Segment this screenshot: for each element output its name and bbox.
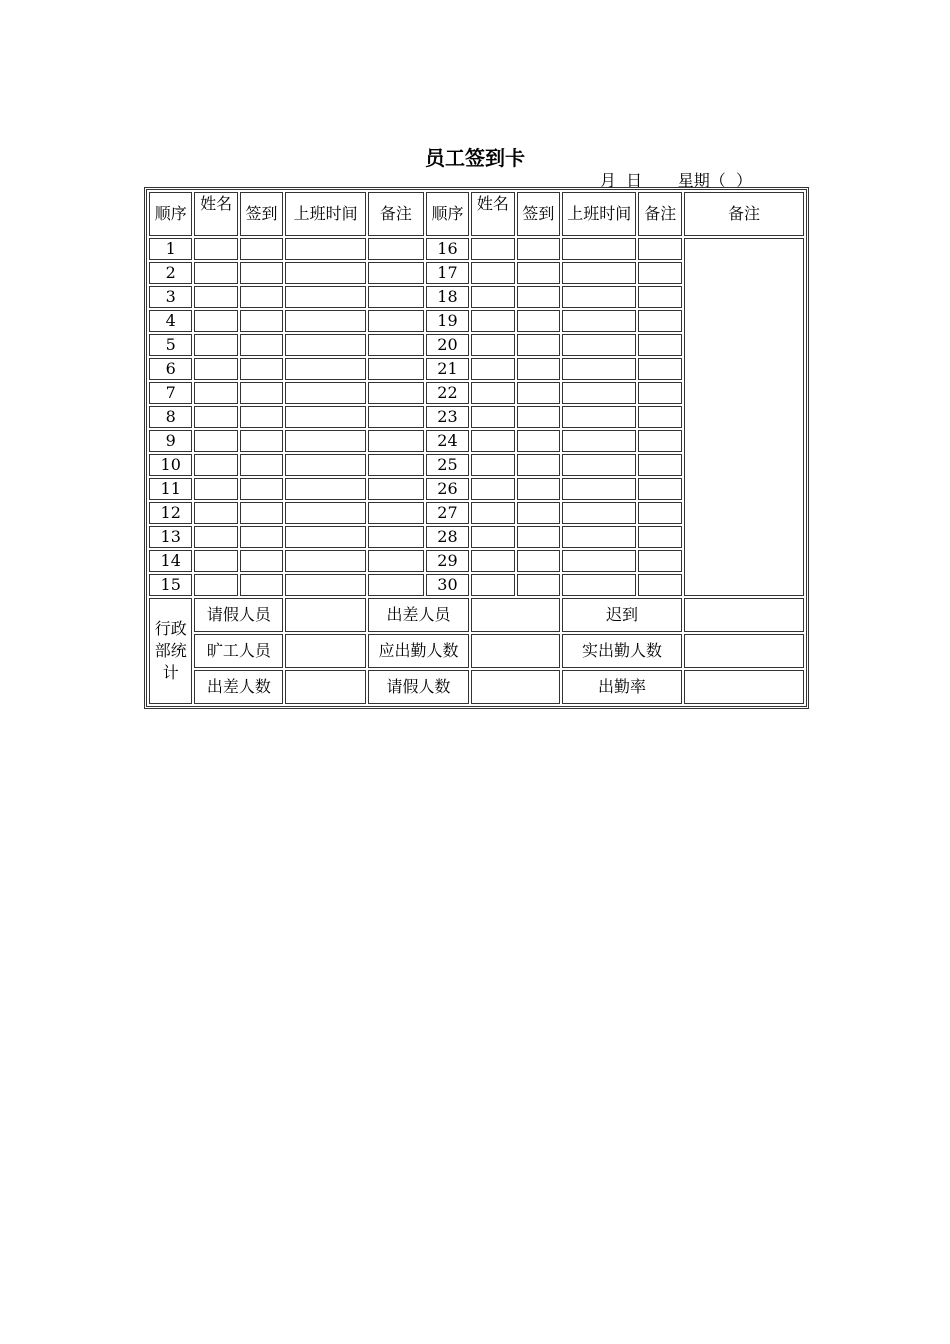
row-name-cell[interactable] bbox=[194, 310, 237, 332]
row-work-time-cell-right[interactable] bbox=[562, 358, 636, 380]
header-remark-right: 备注 bbox=[638, 192, 681, 236]
row-name-cell[interactable] bbox=[194, 334, 237, 356]
row-sign-cell-right[interactable] bbox=[517, 358, 560, 380]
row-name-cell[interactable] bbox=[194, 574, 237, 596]
row-sign-cell-right[interactable] bbox=[517, 286, 560, 308]
business-trip-people-value[interactable] bbox=[471, 598, 560, 632]
row-sign-cell-right[interactable] bbox=[517, 478, 560, 500]
row-remark-cell[interactable] bbox=[368, 310, 424, 332]
row-remark-cell[interactable] bbox=[368, 526, 424, 548]
row-work-time-cell[interactable] bbox=[285, 430, 366, 452]
row-work-time-cell-right[interactable] bbox=[562, 262, 636, 284]
late-value[interactable] bbox=[684, 598, 804, 632]
row-sign-cell-right[interactable] bbox=[517, 310, 560, 332]
row-seq: 14 bbox=[149, 550, 192, 572]
row-sign-cell-right[interactable] bbox=[517, 430, 560, 452]
row-remark-cell[interactable] bbox=[368, 262, 424, 284]
row-sign-cell-right[interactable] bbox=[517, 454, 560, 476]
row-work-time-cell[interactable] bbox=[285, 502, 366, 524]
row-remark-cell[interactable] bbox=[368, 382, 424, 404]
row-work-time-cell-right[interactable] bbox=[562, 550, 636, 572]
row-sign-cell-right[interactable] bbox=[517, 550, 560, 572]
row-seq: 15 bbox=[149, 574, 192, 596]
actual-attendance-label: 实出勤人数 bbox=[562, 634, 682, 668]
row-seq: 13 bbox=[149, 526, 192, 548]
row-remark-cell-right[interactable] bbox=[638, 358, 681, 380]
row-name-cell[interactable] bbox=[194, 286, 237, 308]
row-sign-cell[interactable] bbox=[240, 262, 283, 284]
row-seq-right: 29 bbox=[426, 550, 469, 572]
row-sign-cell-right[interactable] bbox=[517, 382, 560, 404]
row-remark-cell[interactable] bbox=[368, 406, 424, 428]
business-trip-count-value[interactable] bbox=[285, 670, 366, 704]
row-seq: 9 bbox=[149, 430, 192, 452]
header-remark-big: 备注 bbox=[684, 192, 804, 236]
row-seq-right: 28 bbox=[426, 526, 469, 548]
header-row bbox=[149, 192, 804, 236]
row-work-time-cell[interactable] bbox=[285, 478, 366, 500]
row-name-cell-right[interactable] bbox=[471, 502, 514, 524]
row-remark-cell[interactable] bbox=[368, 550, 424, 572]
row-name-cell[interactable] bbox=[194, 454, 237, 476]
row-work-time-cell-right[interactable] bbox=[562, 238, 636, 260]
expected-attendance-value[interactable] bbox=[471, 634, 560, 668]
row-name-cell[interactable] bbox=[194, 550, 237, 572]
row-sign-cell[interactable] bbox=[240, 310, 283, 332]
row-seq: 8 bbox=[149, 406, 192, 428]
row-sign-cell[interactable] bbox=[240, 550, 283, 572]
row-seq: 5 bbox=[149, 334, 192, 356]
row-sign-cell[interactable] bbox=[240, 574, 283, 596]
row-sign-cell[interactable] bbox=[240, 430, 283, 452]
row-work-time-cell[interactable] bbox=[285, 262, 366, 284]
stats-row-2 bbox=[149, 634, 804, 668]
row-name-cell-right[interactable] bbox=[471, 430, 514, 452]
late-label: 迟到 bbox=[562, 598, 682, 632]
row-work-time-cell[interactable] bbox=[285, 358, 366, 380]
sign-in-table bbox=[144, 187, 809, 709]
row-remark-cell-right[interactable] bbox=[638, 550, 681, 572]
row-remark-cell-right[interactable] bbox=[638, 406, 681, 428]
stats-row-1 bbox=[149, 598, 804, 632]
stats-section-label: 行政部统计 bbox=[149, 598, 192, 704]
row-sign-cell-right[interactable] bbox=[517, 574, 560, 596]
row-remark-cell-right[interactable] bbox=[638, 526, 681, 548]
row-remark-cell-right[interactable] bbox=[638, 430, 681, 452]
row-name-cell-right[interactable] bbox=[471, 406, 514, 428]
row-remark-cell[interactable] bbox=[368, 502, 424, 524]
row-seq-right: 20 bbox=[426, 334, 469, 356]
row-work-time-cell[interactable] bbox=[285, 406, 366, 428]
row-work-time-cell[interactable] bbox=[285, 238, 366, 260]
row-name-cell[interactable] bbox=[194, 478, 237, 500]
row-remark-cell[interactable] bbox=[368, 430, 424, 452]
row-work-time-cell-right[interactable] bbox=[562, 310, 636, 332]
row-work-time-cell-right[interactable] bbox=[562, 574, 636, 596]
header-seq: 顺序 bbox=[149, 192, 192, 236]
row-name-cell[interactable] bbox=[194, 526, 237, 548]
row-work-time-cell-right[interactable] bbox=[562, 454, 636, 476]
header-work-time: 上班时间 bbox=[285, 192, 366, 236]
header-sign-right: 签到 bbox=[517, 192, 560, 236]
row-remark-cell-right[interactable] bbox=[638, 310, 681, 332]
row-sign-cell[interactable] bbox=[240, 478, 283, 500]
row-remark-cell[interactable] bbox=[368, 574, 424, 596]
business-trip-people-label: 出差人员 bbox=[368, 598, 469, 632]
row-work-time-cell[interactable] bbox=[285, 286, 366, 308]
row-remark-cell[interactable] bbox=[368, 478, 424, 500]
row-seq-right: 27 bbox=[426, 502, 469, 524]
row-sign-cell-right[interactable] bbox=[517, 262, 560, 284]
attendance-rate-value[interactable] bbox=[684, 670, 804, 704]
header-sign: 签到 bbox=[240, 192, 283, 236]
header-seq-right: 顺序 bbox=[426, 192, 469, 236]
row-work-time-cell-right[interactable] bbox=[562, 526, 636, 548]
row-seq-right: 22 bbox=[426, 382, 469, 404]
row-seq-right: 18 bbox=[426, 286, 469, 308]
row-seq: 10 bbox=[149, 454, 192, 476]
row-name-cell-right[interactable] bbox=[471, 358, 514, 380]
row-name-cell-right[interactable] bbox=[471, 526, 514, 548]
row-name-cell[interactable] bbox=[194, 358, 237, 380]
row-work-time-cell-right[interactable] bbox=[562, 286, 636, 308]
row-seq-right: 30 bbox=[426, 574, 469, 596]
row-name-cell-right[interactable] bbox=[471, 334, 514, 356]
row-name-cell[interactable] bbox=[194, 238, 237, 260]
row-sign-cell-right[interactable] bbox=[517, 334, 560, 356]
header-work-time-right: 上班时间 bbox=[562, 192, 636, 236]
date-line: 月 日 星期（ ） bbox=[600, 171, 752, 190]
absent-people-value[interactable] bbox=[285, 634, 366, 668]
row-work-time-cell[interactable] bbox=[285, 574, 366, 596]
row-remark-cell-right[interactable] bbox=[638, 286, 681, 308]
row-remark-cell[interactable] bbox=[368, 238, 424, 260]
row-sign-cell-right[interactable] bbox=[517, 406, 560, 428]
header-name-right: 姓名 bbox=[471, 192, 514, 236]
table-row bbox=[149, 238, 804, 260]
row-seq-right: 17 bbox=[426, 262, 469, 284]
row-work-time-cell[interactable] bbox=[285, 334, 366, 356]
row-sign-cell[interactable] bbox=[240, 358, 283, 380]
row-remark-cell-right[interactable] bbox=[638, 334, 681, 356]
row-name-cell-right[interactable] bbox=[471, 478, 514, 500]
business-trip-count-label: 出差人数 bbox=[194, 670, 283, 704]
stats-row-3 bbox=[149, 670, 804, 704]
row-work-time-cell-right[interactable] bbox=[562, 502, 636, 524]
row-sign-cell[interactable] bbox=[240, 286, 283, 308]
row-sign-cell-right[interactable] bbox=[517, 238, 560, 260]
expected-attendance-label: 应出勤人数 bbox=[368, 634, 469, 668]
leave-count-value[interactable] bbox=[471, 670, 560, 704]
row-sign-cell-right[interactable] bbox=[517, 526, 560, 548]
row-sign-cell[interactable] bbox=[240, 382, 283, 404]
row-name-cell[interactable] bbox=[194, 430, 237, 452]
row-work-time-cell-right[interactable] bbox=[562, 406, 636, 428]
row-sign-cell[interactable] bbox=[240, 454, 283, 476]
row-work-time-cell-right[interactable] bbox=[562, 382, 636, 404]
row-work-time-cell[interactable] bbox=[285, 310, 366, 332]
row-name-cell[interactable] bbox=[194, 382, 237, 404]
header-name: 姓名 bbox=[194, 192, 237, 236]
row-name-cell-right[interactable] bbox=[471, 574, 514, 596]
row-name-cell-right[interactable] bbox=[471, 262, 514, 284]
row-work-time-cell-right[interactable] bbox=[562, 478, 636, 500]
row-remark-cell[interactable] bbox=[368, 454, 424, 476]
row-work-time-cell-right[interactable] bbox=[562, 430, 636, 452]
row-work-time-cell[interactable] bbox=[285, 550, 366, 572]
row-seq: 6 bbox=[149, 358, 192, 380]
row-work-time-cell[interactable] bbox=[285, 382, 366, 404]
row-seq: 11 bbox=[149, 478, 192, 500]
row-seq: 7 bbox=[149, 382, 192, 404]
row-remark-cell-right[interactable] bbox=[638, 478, 681, 500]
row-name-cell-right[interactable] bbox=[471, 550, 514, 572]
row-sign-cell[interactable] bbox=[240, 238, 283, 260]
row-sign-cell[interactable] bbox=[240, 526, 283, 548]
attendance-rate-label: 出勤率 bbox=[562, 670, 682, 704]
row-seq: 2 bbox=[149, 262, 192, 284]
row-name-cell[interactable] bbox=[194, 262, 237, 284]
actual-attendance-value[interactable] bbox=[684, 634, 804, 668]
row-seq: 1 bbox=[149, 238, 192, 260]
row-seq-right: 25 bbox=[426, 454, 469, 476]
row-work-time-cell[interactable] bbox=[285, 526, 366, 548]
absent-people-label: 旷工人员 bbox=[194, 634, 283, 668]
row-seq: 4 bbox=[149, 310, 192, 332]
row-remark-cell-right[interactable] bbox=[638, 502, 681, 524]
leave-count-label: 请假人数 bbox=[368, 670, 469, 704]
row-seq: 12 bbox=[149, 502, 192, 524]
row-name-cell[interactable] bbox=[194, 406, 237, 428]
row-remark-cell[interactable] bbox=[368, 358, 424, 380]
row-remark-cell-right[interactable] bbox=[638, 574, 681, 596]
row-sign-cell[interactable] bbox=[240, 406, 283, 428]
row-remark-cell-right[interactable] bbox=[638, 454, 681, 476]
row-seq: 3 bbox=[149, 286, 192, 308]
row-name-cell-right[interactable] bbox=[471, 310, 514, 332]
row-seq-right: 23 bbox=[426, 406, 469, 428]
row-seq-right: 24 bbox=[426, 430, 469, 452]
row-seq-right: 16 bbox=[426, 238, 469, 260]
row-seq-right: 26 bbox=[426, 478, 469, 500]
row-remark-cell-right[interactable] bbox=[638, 238, 681, 260]
row-remark-cell-right[interactable] bbox=[638, 382, 681, 404]
row-sign-cell[interactable] bbox=[240, 334, 283, 356]
row-seq-right: 21 bbox=[426, 358, 469, 380]
header-remark: 备注 bbox=[368, 192, 424, 236]
row-remark-cell[interactable] bbox=[368, 334, 424, 356]
row-work-time-cell[interactable] bbox=[285, 454, 366, 476]
row-name-cell-right[interactable] bbox=[471, 238, 514, 260]
row-work-time-cell-right[interactable] bbox=[562, 334, 636, 356]
row-name-cell-right[interactable] bbox=[471, 286, 514, 308]
leave-people-label: 请假人员 bbox=[194, 598, 283, 632]
row-remark-cell-right[interactable] bbox=[638, 262, 681, 284]
row-name-cell[interactable] bbox=[194, 502, 237, 524]
remark-big-cell[interactable] bbox=[684, 238, 804, 596]
row-seq-right: 19 bbox=[426, 310, 469, 332]
row-remark-cell[interactable] bbox=[368, 286, 424, 308]
card-title: 员工签到卡 bbox=[425, 146, 525, 170]
row-name-cell-right[interactable] bbox=[471, 454, 514, 476]
row-sign-cell[interactable] bbox=[240, 502, 283, 524]
row-name-cell-right[interactable] bbox=[471, 382, 514, 404]
row-sign-cell-right[interactable] bbox=[517, 502, 560, 524]
leave-people-value[interactable] bbox=[285, 598, 366, 632]
